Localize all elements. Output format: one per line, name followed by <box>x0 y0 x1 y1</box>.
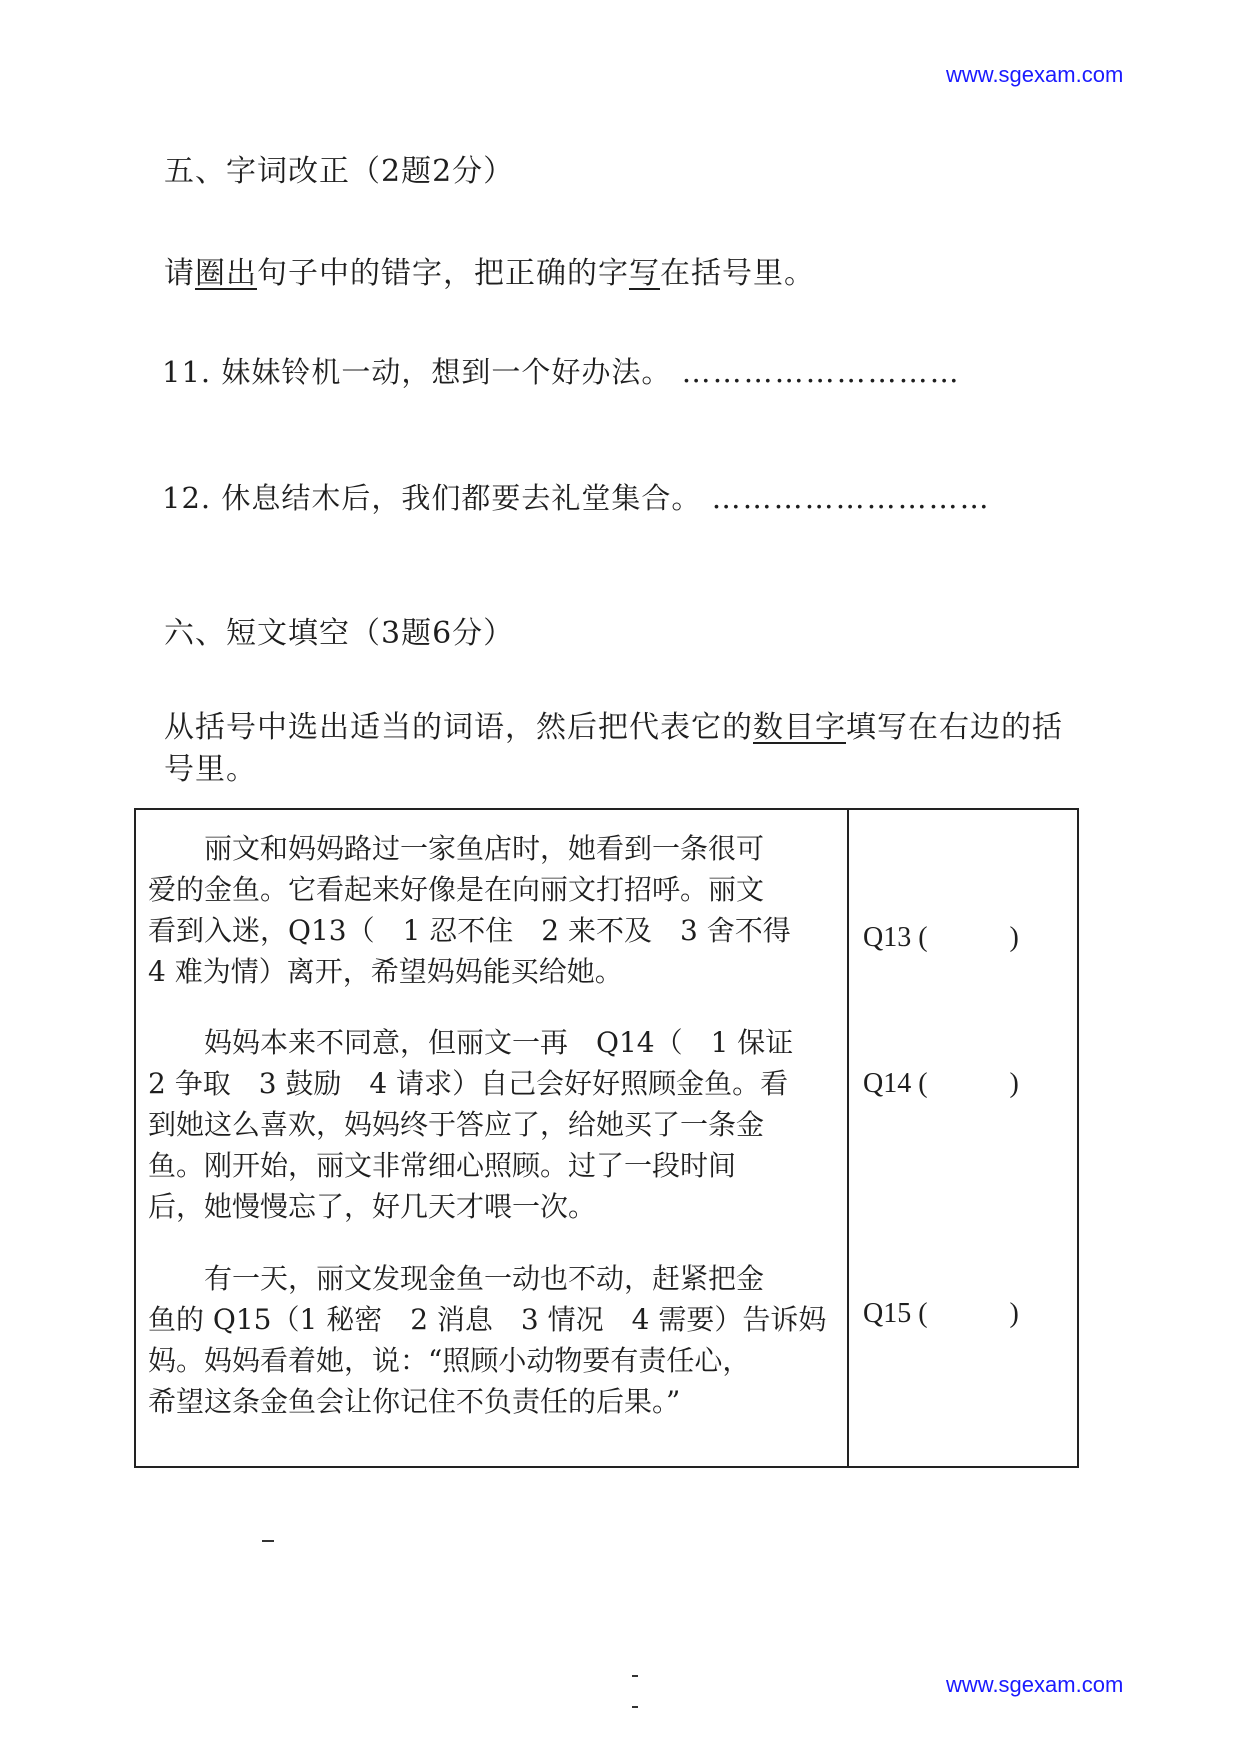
question-number: 12. <box>162 481 212 515</box>
question-text: 休息结木后，我们都要去礼堂集合。 <box>221 481 702 515</box>
instruction-underlined: 数目字 <box>753 710 846 745</box>
scan-mark <box>632 1675 638 1677</box>
passage-line: 希望这条金鱼会让你记住不负责任的后果。” <box>148 1385 681 1418</box>
passage-line: 鱼。刚开始，丽文非常细心照顾。过了一段时间 <box>148 1149 737 1182</box>
section-6-title: 六、短文填空（3题6分） <box>164 616 515 651</box>
passage-line: 看到入迷，Q13（ 1 忍不住 2 来不及 3 舍不得 <box>148 914 791 947</box>
instruction-text: 从括号中选出适当的词语，然后把代表它的 <box>164 710 753 745</box>
column-divider <box>847 810 849 1466</box>
watermark-bottom: www.sgexam.com <box>946 1672 1124 1697</box>
instruction-underlined: 写 <box>629 256 660 291</box>
passage-line: 鱼的 Q15（1 秘密 2 消息 3 情况 4 需要）告诉妈 <box>148 1303 827 1336</box>
section-5-title: 五、字词改正（2题2分） <box>164 154 515 189</box>
passage-paragraph-2 <box>148 1022 838 1227</box>
passage-line: 丽文和妈妈路过一家鱼店时，她看到一条很可 <box>148 832 765 865</box>
question-text: 妹妹铃机一动，想到一个好办法。 <box>221 355 672 389</box>
passage-line: 爱的金鱼。它看起来好像是在向丽文打招呼。丽文 <box>148 873 765 906</box>
answer-slot-q15[interactable] <box>863 1298 1019 1330</box>
passage-line: 有一天，丽文发现金鱼一动也不动，赶紧把金 <box>148 1262 765 1295</box>
passage-line: 妈妈本来不同意，但丽文一再 Q14（ 1 保证 <box>148 1026 794 1059</box>
answer-label: Q15 ( <box>863 1298 928 1329</box>
scan-mark <box>262 1540 274 1542</box>
answer-dots: ……………………… <box>711 481 991 515</box>
answer-slot-q13[interactable] <box>863 922 1019 954</box>
instruction-text: 句子中的错字，把正确的字 <box>257 256 629 291</box>
section-6-instruction-line2: 号里。 <box>164 752 257 787</box>
answer-dots: ……………………… <box>681 355 961 389</box>
passage-line: 妈。妈妈看着她，说：“照顾小动物要有责任心， <box>148 1344 751 1377</box>
passage-line: 到她这么喜欢，妈妈终于答应了，给她买了一条金 <box>148 1108 765 1141</box>
passage-line: 4 难为情）离开，希望妈妈能买给她。 <box>148 955 623 988</box>
question-number: 11. <box>162 355 212 389</box>
answer-close: ) <box>1009 1298 1019 1329</box>
answer-slot-q14[interactable] <box>863 1068 1019 1100</box>
passage-box <box>134 808 1079 1468</box>
passage-line: 后，她慢慢忘了，好几天才喂一次。 <box>148 1190 597 1223</box>
scan-mark <box>632 1706 638 1708</box>
instruction-underlined: 圈出 <box>195 256 257 291</box>
passage-paragraph-3 <box>148 1258 838 1422</box>
passage-paragraph-1 <box>148 828 838 992</box>
question-11 <box>162 350 961 391</box>
answer-close: ) <box>1009 922 1019 953</box>
section-6-instruction-line1 <box>164 702 1063 746</box>
answer-close: ) <box>1009 1068 1019 1099</box>
section-5-instruction <box>164 248 815 292</box>
answer-label: Q14 ( <box>863 1068 928 1099</box>
passage-line: 2 争取 3 鼓励 4 请求）自己会好好照顾金鱼。看 <box>148 1067 789 1100</box>
instruction-text: 填写在右边的括 <box>846 710 1063 745</box>
instruction-text: 请 <box>164 256 195 291</box>
question-12 <box>162 476 991 517</box>
instruction-text: 在括号里。 <box>660 256 815 291</box>
answer-label: Q13 ( <box>863 922 928 953</box>
watermark-top: www.sgexam.com <box>946 62 1124 87</box>
